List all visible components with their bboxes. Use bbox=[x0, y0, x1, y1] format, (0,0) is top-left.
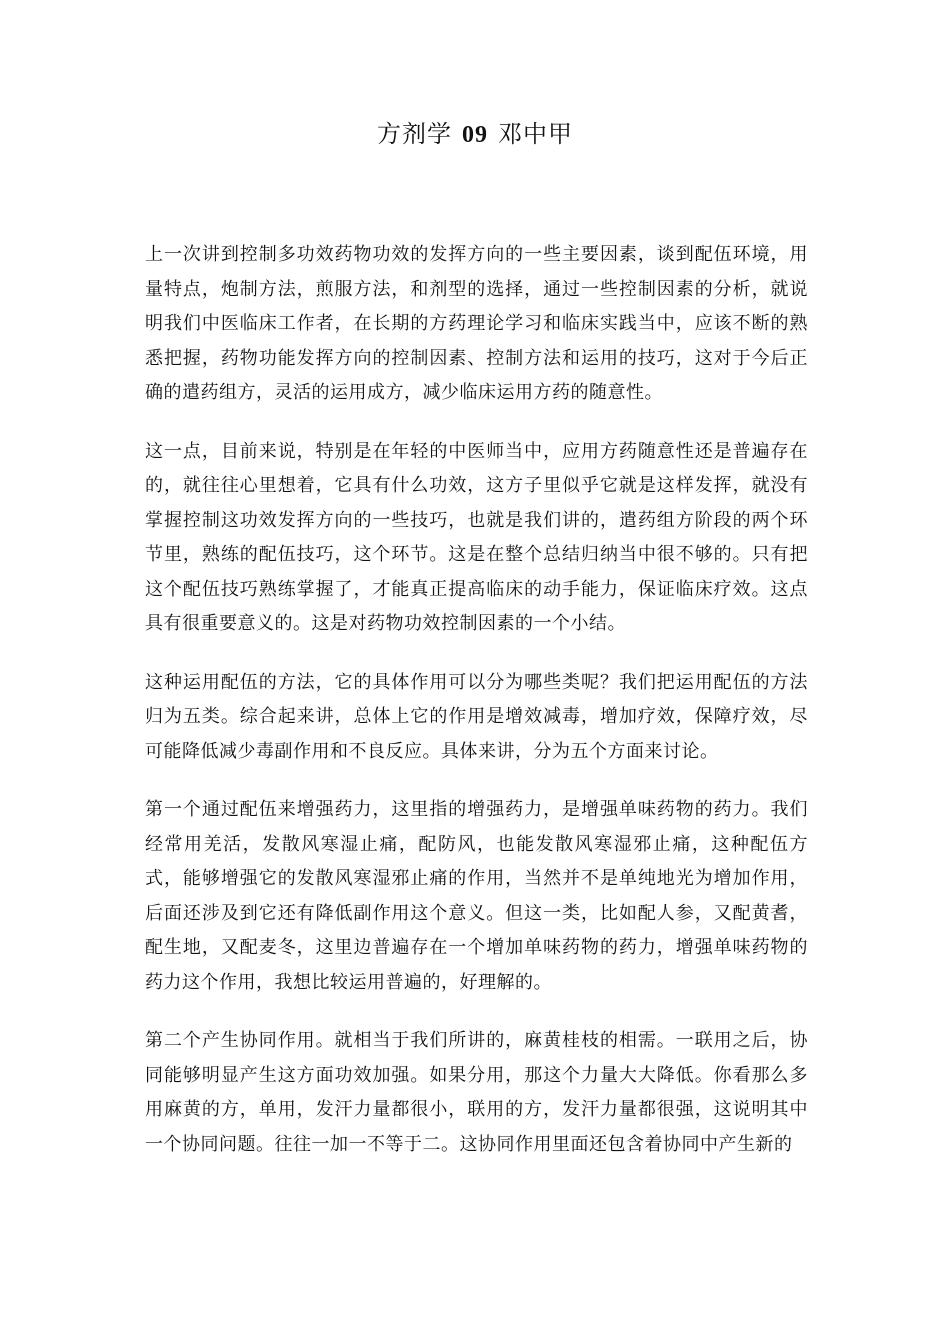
paragraph-1: 上一次讲到控制多功效药物功效的发挥方向的一些主要因素，谈到配伍环境，用量特点，炮制方法，煎服方法，和剂型的选择，通过一些控制因素的分析，就说明我们中医临床工作者，在长期的方药理论学习和临床实践当中，应该不断的熟悉把握，药物功能发挥方向的控制因素、控制方法和运用的技巧，这对于今后正确的遣药组方，灵活的运用成方，减少临床运用方药的随意性。 bbox=[145, 244, 808, 403]
paragraph-3: 这种运用配伍的方法，它的具体作用可以分为哪些类呢？我们把运用配伍的方法归为五类。综合起来讲，总体上它的作用是增效减毒，增加疗效，保障疗效，尽可能降低减少毒副作用和不良反应。具体来讲，分为五个方面来讨论。 bbox=[145, 671, 808, 762]
paragraph-4: 第一个通过配伍来增强药力，这里指的增强药力，是增强单味药物的药力。我们经常用羌活，发散风寒湿止痛，配防风，也能发散风寒湿邪止痛，这种配伍方式，能够增强它的发散风寒湿邪止痛的作用，当然并不是单纯地光为增加作用，后面还涉及到它还有降低副作用这个意义。但这一类，比如配人参，又配黄耆，配生地，又配麦冬，这里边普遍存在一个增加单味药物的药力，增强单味药物的药力这个作用，我想比较运用普遍的，好理解的。 bbox=[145, 799, 808, 993]
document-body bbox=[145, 238, 808, 1186]
title-suffix: 邓中甲 bbox=[498, 120, 573, 148]
title-prefix: 方剂学 bbox=[377, 120, 452, 148]
paragraph-2: 这一点，目前来说，特别是在年轻的中医师当中，应用方药随意性还是普遍存在的，就往往心里想着，它具有什么功效，这方子里似乎它就是这样发挥，就没有掌握控制这功效发挥方向的一些技巧，也就是我们讲的，遣药组方阶段的两个环节里，熟练的配伍技巧，这个环节。这是在整个总结归纳当中很不够的。只有把这个配伍技巧熟练掌握了，才能真正提高临床的动手能力，保证临床疗效。这点具有很重要意义的。这是对药物功效控制因素的一个小结。 bbox=[145, 440, 808, 634]
paragraph-5: 第二个产生协同作用。就相当于我们所讲的，麻黄桂枝的相需。一联用之后，协同能够明显产生这方面功效加强。如果分用，那这个力量大大降低。你看那么多用麻黄的方，单用，发汗力量都很小，联用的方，发汗力量都很强，这说明其中一个协同问题。往往一加一不等于二。这协同作用里面还包含着协同中产生新的 bbox=[145, 1030, 808, 1155]
page-title bbox=[0, 116, 950, 153]
title-number: 09 bbox=[462, 122, 488, 148]
